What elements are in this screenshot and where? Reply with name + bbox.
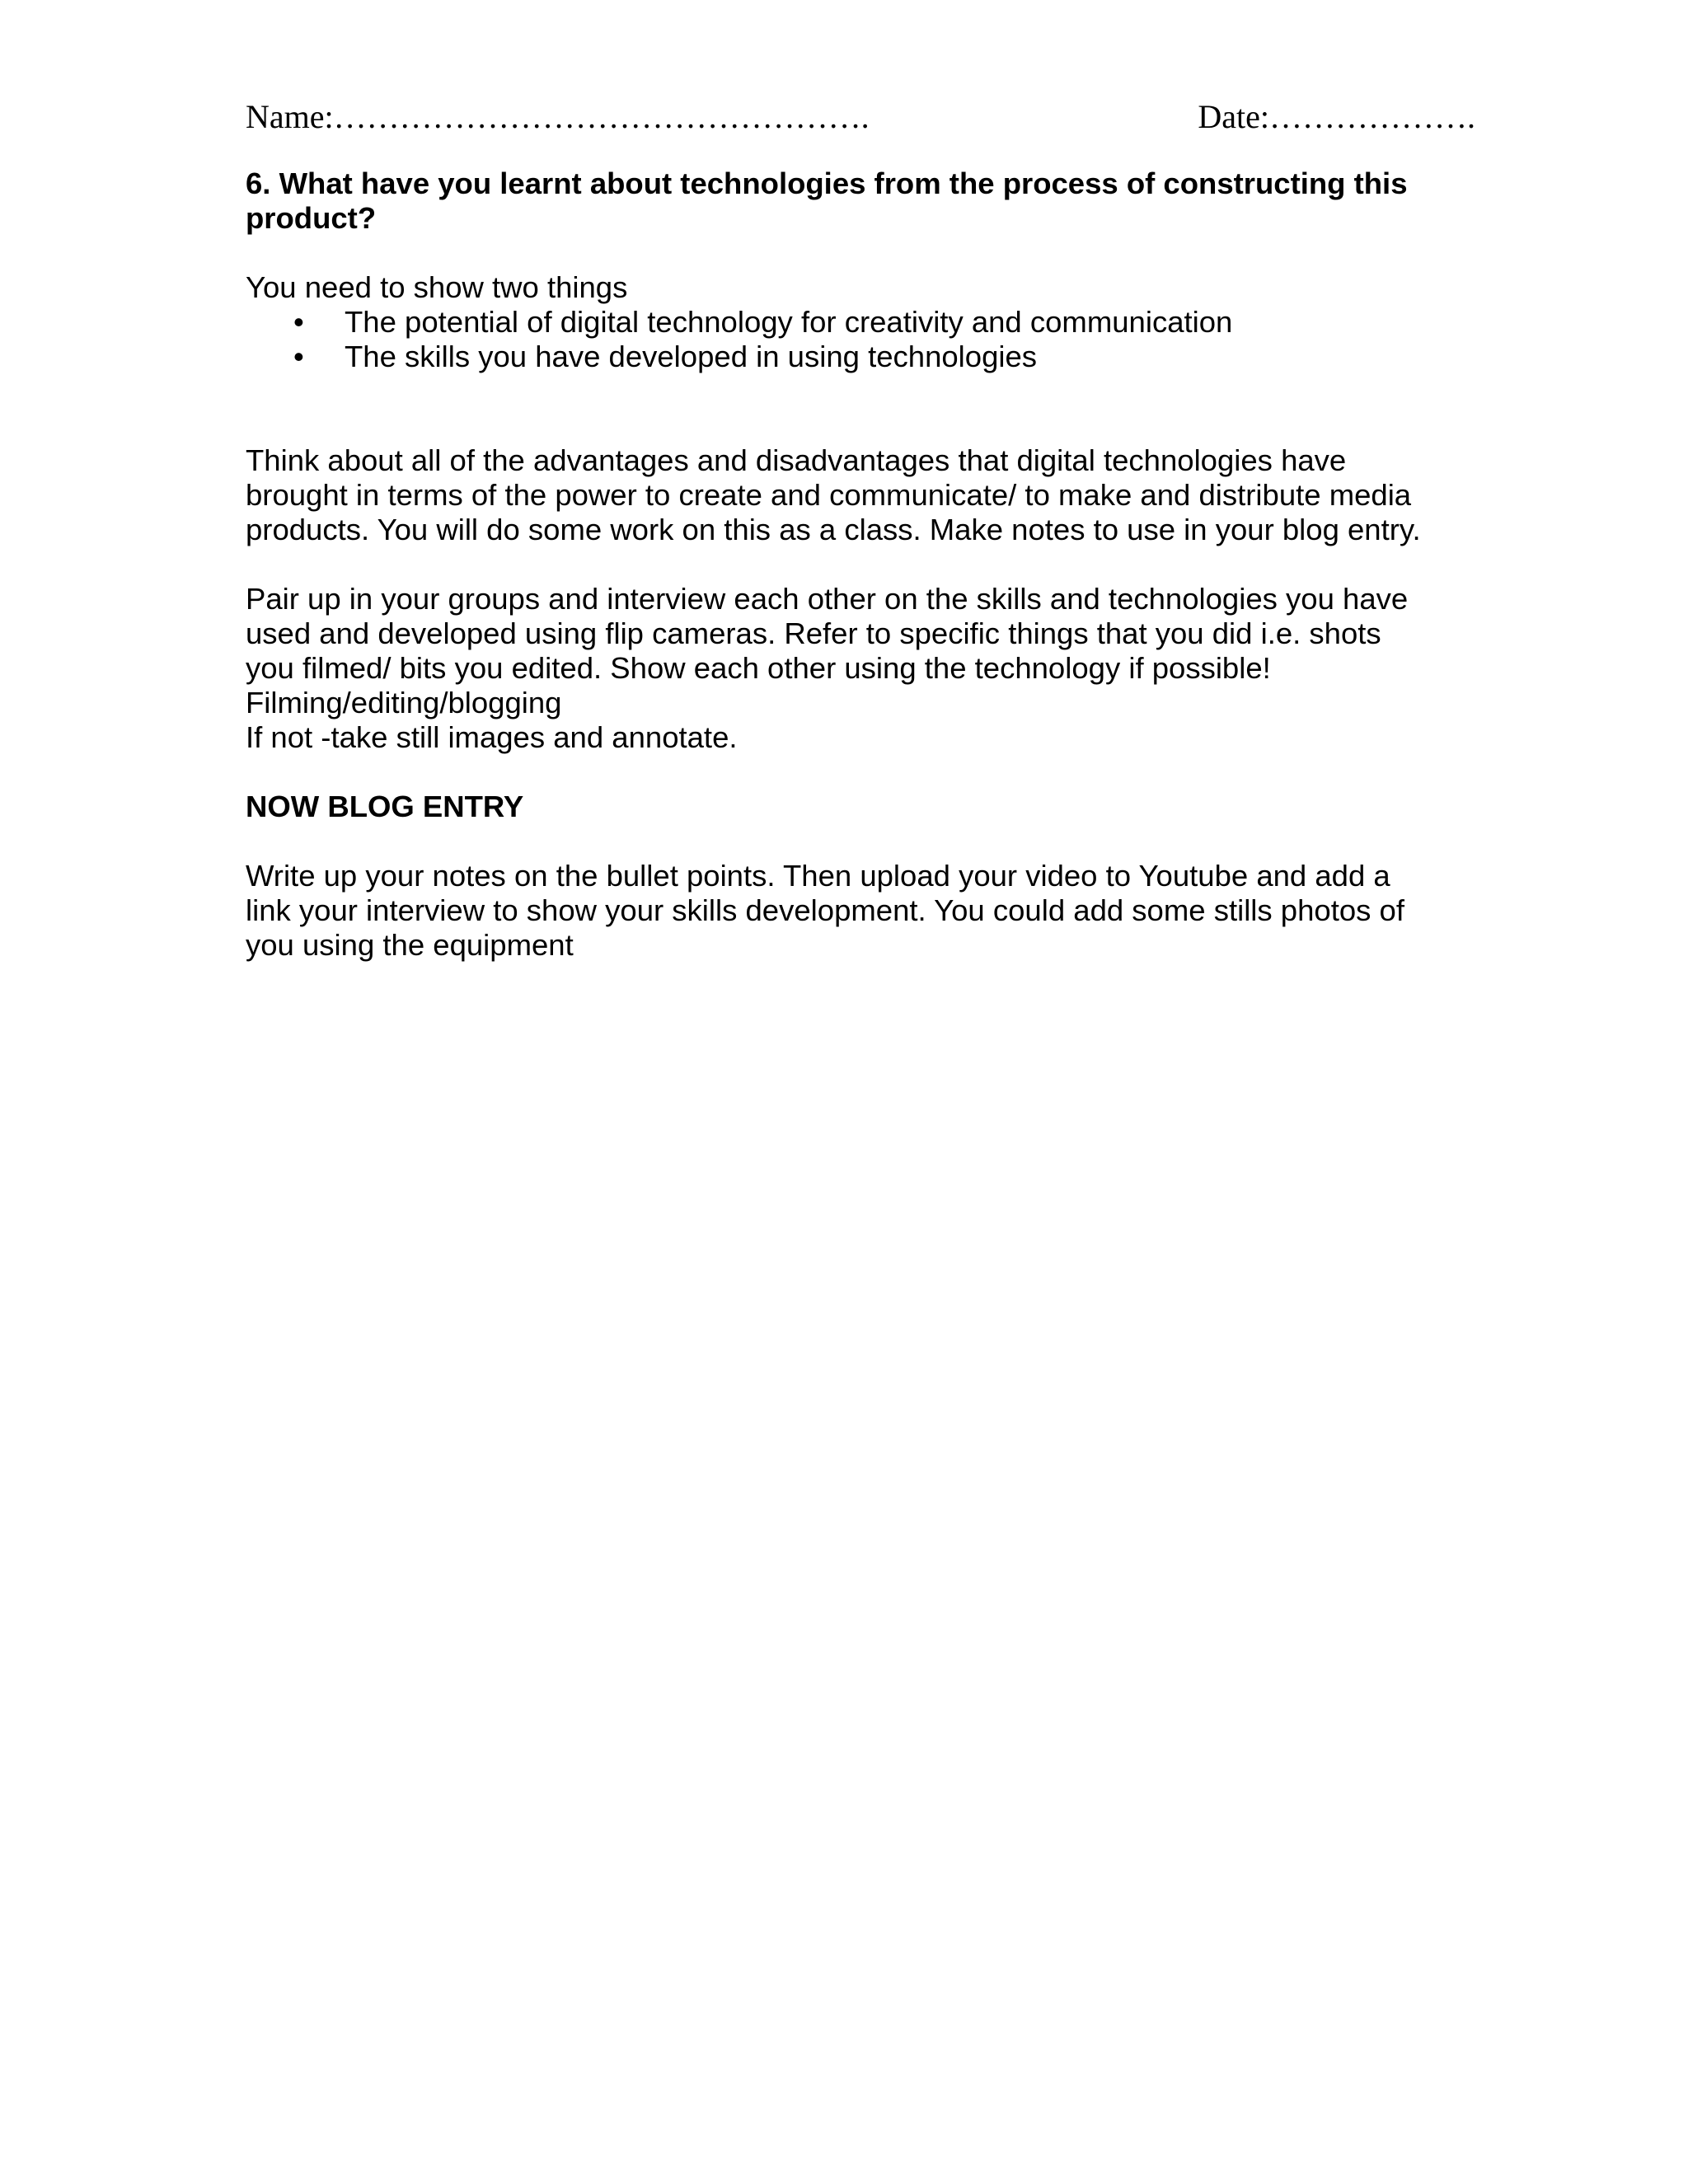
header-line xyxy=(246,92,1475,142)
bullet-icon: • xyxy=(293,305,304,339)
spacer xyxy=(246,824,1449,859)
paragraph-line: you using the equipment xyxy=(246,928,574,962)
name-field: Name:…………………………………………. xyxy=(246,98,870,135)
bullet-list xyxy=(246,305,1449,374)
pair-paragraph xyxy=(246,582,1449,755)
worksheet-content xyxy=(246,166,1449,963)
paragraph-line: you filmed/ bits you edited. Show each other using the technology if possible! xyxy=(246,651,1271,685)
question-title: 6. What have you learnt about technologies from the process of constructing this product? xyxy=(246,166,1408,235)
bullet-text: The potential of digital technology for creativity and communication xyxy=(345,305,1233,339)
paragraph-line: Think about all of the advantages and disadvantages that digital technologies have xyxy=(246,443,1347,477)
think-paragraph xyxy=(246,443,1449,547)
spacer xyxy=(246,374,1449,443)
paragraph-line: products. You will do some work on this as a class. Make notes to use in your blog entry. xyxy=(246,513,1421,546)
paragraph-line: link your interview to show your skills development. You could add some stills photos of xyxy=(246,893,1404,927)
bullet-item xyxy=(246,340,1449,374)
paragraph-line: brought in terms of the power to create and communicate/ to make and distribute media xyxy=(246,478,1412,512)
blog-entry-heading: NOW BLOG ENTRY xyxy=(246,790,524,823)
bullet-text: The skills you have developed in using technologies xyxy=(345,340,1038,373)
paragraph-line: used and developed using flip cameras. Refer to specific things that you did i.e. shots xyxy=(246,616,1381,650)
intro-text: You need to show two things xyxy=(246,270,628,304)
paragraph-line: Pair up in your groups and interview each other on the skills and technologies you have xyxy=(246,582,1409,616)
paragraph-line: If not -take still images and annotate. xyxy=(246,720,738,754)
bullet-item xyxy=(246,305,1449,340)
date-field: Date:………………. xyxy=(1198,98,1475,135)
spacer xyxy=(246,547,1449,582)
bullet-icon: • xyxy=(293,340,304,373)
write-paragraph xyxy=(246,859,1449,963)
spacer xyxy=(246,236,1449,270)
paragraph-line: Filming/editing/blogging xyxy=(246,686,562,719)
spacer xyxy=(246,755,1449,790)
paragraph-line: Write up your notes on the bullet points. Then upload your video to Youtube and add a xyxy=(246,859,1390,893)
